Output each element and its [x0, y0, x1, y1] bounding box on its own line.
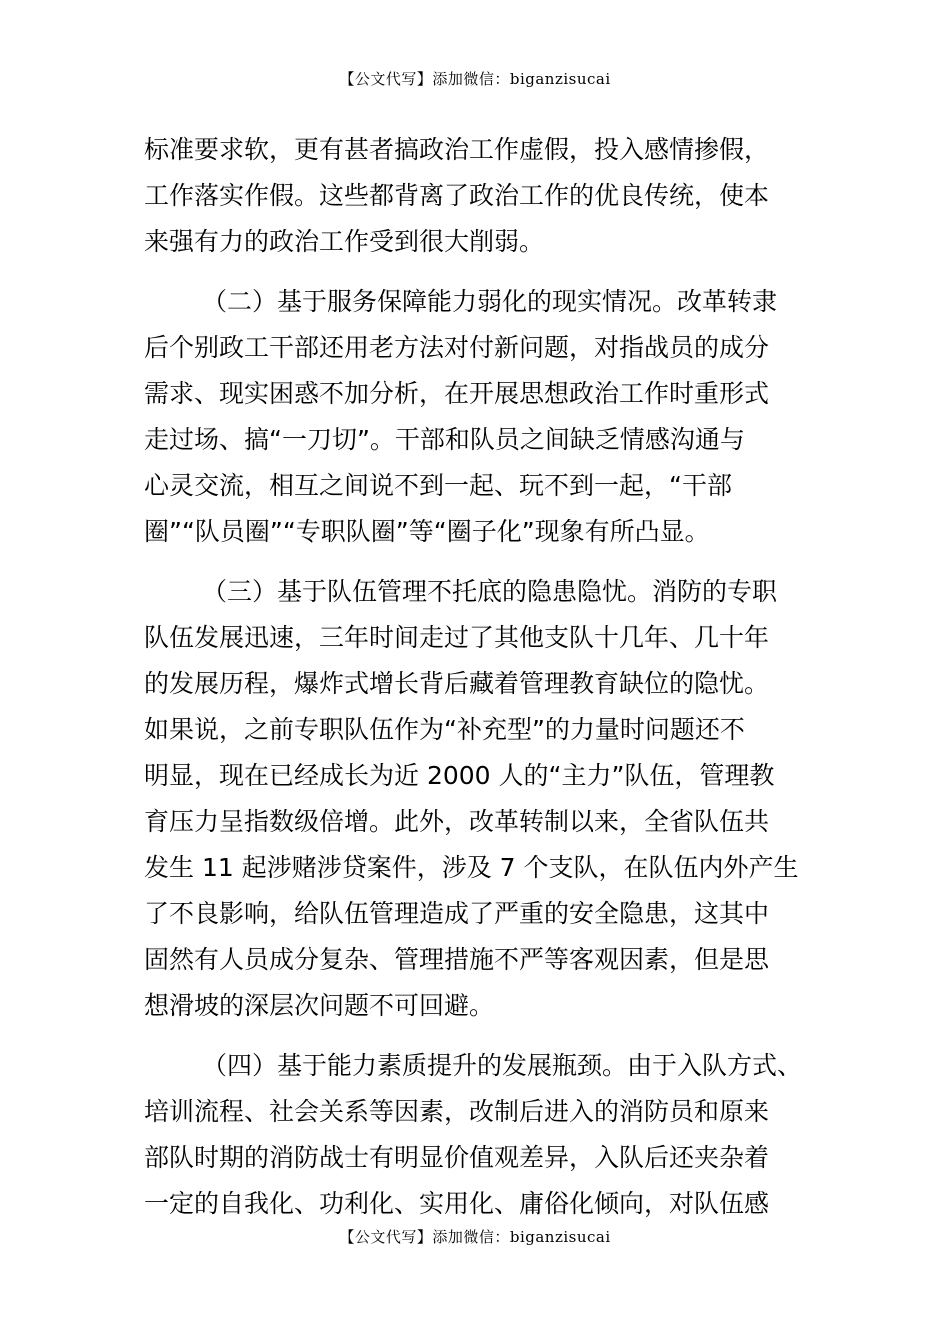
- text-line: （二）基于服务保障能力弱化的现实情况。改革转隶: [202, 287, 778, 316]
- text-line: 发生 11 起涉赌涉贷案件，涉及 7 个支队，在队伍内外产生: [144, 853, 799, 882]
- text-line: 心灵交流，相互之间说不到一起、玩不到一起，“干部: [144, 471, 732, 500]
- paragraph: [144, 569, 814, 1029]
- text-line: （四）基于能力素质提升的发展瓶颈。由于入队方式、: [202, 1051, 803, 1080]
- text-line: 需求、现实困惑不加分析，在开展思想政治工作时重形式: [144, 379, 770, 408]
- page-footer-watermark: 【公文代写】添加微信：biganzisucai: [339, 1228, 611, 1246]
- text-line: 明显，现在已经成长为近 2000 人的“主力”队伍，管理教: [144, 761, 775, 790]
- text-line: 走过场、搞“一刀切”。干部和队员之间缺乏情感沟通与: [144, 425, 745, 454]
- text-line: 如果说，之前专职队伍作为“补充型”的力量时问题还不: [144, 715, 745, 744]
- text-line: 标准要求软，更有甚者搞政治工作虚假，投入感情掺假，: [144, 135, 770, 164]
- text-line: 部队时期的消防战士有明显价值观差异，入队后还夹杂着: [144, 1143, 770, 1172]
- text-line: （三）基于队伍管理不托底的隐患隐忧。消防的专职: [202, 577, 778, 606]
- text-line: 工作落实作假。这些都背离了政治工作的优良传统，使本: [144, 181, 770, 210]
- text-line: 后个别政工干部还用老方法对付新问题，对指战员的成分: [144, 333, 770, 362]
- paragraph: [144, 279, 814, 555]
- text-line: 育压力呈指数级倍增。此外，改革转制以来，全省队伍共: [144, 807, 770, 836]
- text-line: 队伍发展迅速，三年时间走过了其他支队十几年、几十年: [144, 623, 770, 652]
- paragraph: [144, 1043, 814, 1227]
- text-line: 的发展历程，爆炸式增长背后藏着管理教育缺位的隐忧。: [144, 669, 770, 698]
- page-header-watermark: 【公文代写】添加微信：biganzisucai: [339, 70, 611, 88]
- text-line: 了不良影响，给队伍管理造成了严重的安全隐患，这其中: [144, 899, 770, 928]
- text-line: 来强有力的政治工作受到很大削弱。: [144, 227, 545, 256]
- text-line: 想滑坡的深层次问题不可回避。: [144, 991, 495, 1020]
- text-line: 圈”“队员圈”“专职队圈”等“圈子化”现象有所凸显。: [144, 517, 710, 546]
- text-line: 一定的自我化、功利化、实用化、庸俗化倾向，对队伍感: [144, 1189, 770, 1218]
- document-body: [144, 127, 814, 1227]
- text-line: 培训流程、社会关系等因素，改制后进入的消防员和原来: [144, 1097, 770, 1126]
- paragraph: [144, 127, 814, 265]
- text-line: 固然有人员成分复杂、管理措施不严等客观因素，但是思: [144, 945, 770, 974]
